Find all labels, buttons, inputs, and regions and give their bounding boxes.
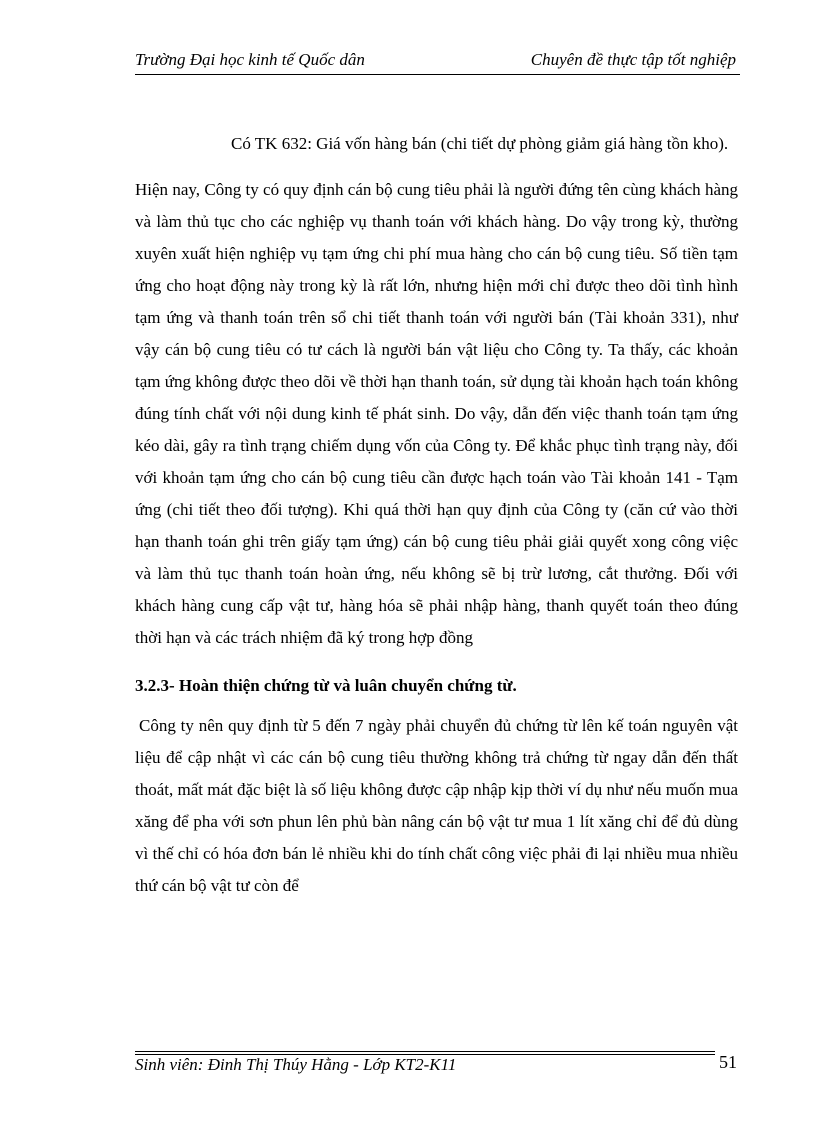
header-document-title: Chuyên đề thực tập tốt nghiệp (530, 50, 736, 69)
header-school-name: Trường Đại học kinh tế Quốc dân (135, 50, 365, 69)
page-body (135, 128, 738, 902)
page-number: 51 (719, 1052, 737, 1072)
section-heading: 3.2.3- Hoàn thiện chứng từ và luân chuyển chứng từ. (135, 676, 517, 695)
footer-student-info: Sinh viên: Đinh Thị Thúy Hằng - Lớp KT2-K11 (135, 1055, 457, 1074)
page-header (135, 48, 740, 75)
body-paragraph-advance-payments: Hiện nay, Công ty có quy định cán bộ cung tiêu phải là người đứng tên cùng khách hàng và làm thủ tục cho các nghiệp vụ thanh toán với khách hàng. Do vậy trong kỳ, thường xuyên xuất hiện nghiệp vụ tạm ứng chi phí mua hàng cho cán bộ cung tiêu. Số tiền tạm ứng cho hoạt động này trong kỳ là rất lớn, nhưng hiện mới chỉ được theo dõi tình hình tạm ứng và thanh toán trên sổ chi tiết thanh toán với người bán (Tài khoản 331), như vậy cán bộ cung tiêu có tư cách là người bán vật liệu cho Công ty. Ta thấy, các khoản tạm ứng không được theo dõi về thời hạn thanh toán, sử dụng tài khoản hạch toán không đúng tính chất với nội dung kinh tế phát sinh. Do vậy, dẫn đến việc thanh toán tạm ứng kéo dài, gây ra tình trạng chiếm dụng vốn của Công ty. Để khắc phục tình trạng này, đối với khoản tạm ứng cho cán bộ cung tiêu cần được hạch toán vào Tài khoản 141 - Tạm ứng (chi tiết theo đối tượng). Khi quá thời hạn quy định của Công ty (căn cứ vào thời hạn thanh toán ghi trên giấy tạm ứng) cán bộ cung tiêu phải giải quyết xong công việc và làm thủ tục thanh toán hoàn ứng, nếu không sẽ bị trừ lương, cắt thưởng. Đối với khách hàng cung cấp vật tư, hàng hóa sẽ phải nhập hàng, thanh quyết toán theo đúng thời hạn và các trách nhiệm đã ký trong hợp đồng (135, 180, 738, 647)
accounting-entry-line: Có TK 632: Giá vốn hàng bán (chi tiết dự phòng giảm giá hàng tồn kho). (231, 134, 729, 153)
footer-divider-top (135, 1051, 715, 1052)
body-paragraph-documents: Công ty nên quy định từ 5 đến 7 ngày phải chuyển đủ chứng từ lên kế toán nguyên vật liệu để cập nhật vì các cán bộ cung tiêu thường không trả chứng từ ngay dẫn đến thất thoát, mất mát đặc biệt là số liệu không được cập nhập kịp thời ví dụ như nếu muốn mua xăng để pha với sơn phun lên phủ bàn nâng cán bộ vật tư mua 1 lít xăng chỉ để đủ dùng vì thế chỉ có hóa đơn bán lẻ nhiều khi do tính chất công việc phải đi lại nhiều mua nhiều thứ cán bộ vật tư còn để (135, 716, 738, 895)
